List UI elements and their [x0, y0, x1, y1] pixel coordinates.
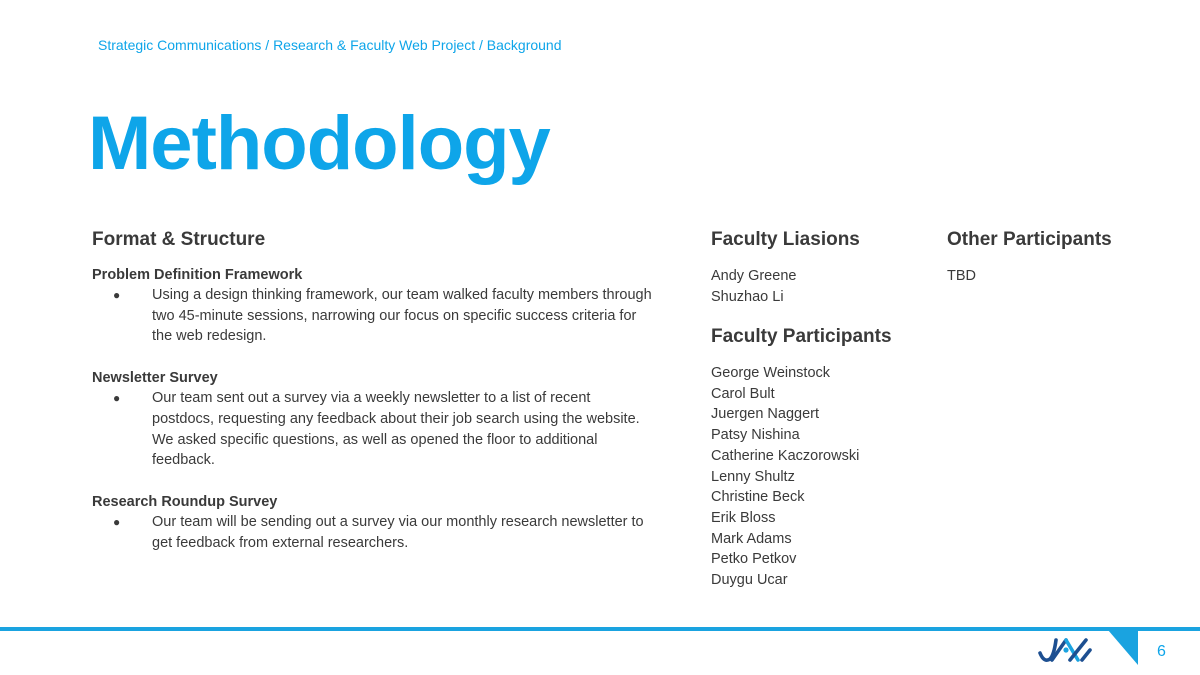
problem-definition-block — [92, 265, 652, 347]
bullet-item — [92, 285, 652, 347]
other-participants-heading: Other Participants — [947, 229, 1112, 250]
subheading: Newsletter Survey — [92, 370, 218, 387]
faculty-participants-section — [711, 327, 941, 591]
breadcrumb: Strategic Communications / Research & Faculty Web Project / Background — [98, 37, 562, 53]
other-participants-section — [947, 230, 1147, 287]
page-number: 6 — [1157, 643, 1166, 660]
participant-name: Erik Bloss — [711, 509, 776, 526]
participant-name: Christine Beck — [711, 489, 805, 506]
bullet-icon: ● — [113, 514, 121, 529]
participant-name: Patsy Nishina — [711, 427, 800, 444]
corner-triangle — [1108, 630, 1138, 665]
bullet-icon: ● — [113, 391, 121, 406]
participant-name: Juergen Naggert — [711, 406, 820, 423]
newsletter-survey-block — [92, 368, 652, 471]
participant-name: Mark Adams — [711, 530, 792, 547]
faculty-participants-heading: Faculty Participants — [711, 326, 892, 347]
research-roundup-block — [92, 492, 652, 553]
jax-logo-icon — [1038, 636, 1094, 664]
other-participant-name: TBD — [947, 268, 976, 284]
participant-name: Petko Petkov — [711, 551, 797, 568]
bullet-text: Our team will be sending out a survey via our monthly research newsletter to get feedback from external researchers. — [152, 513, 644, 551]
bullet-text: Our team sent out a survey via a weekly newsletter to a list of recent postdocs, requesting any feedback about their job search using the website. We asked specific questions, as well as opened the floor to additional feedback. — [152, 390, 640, 469]
participant-name: Catherine Kaczorowski — [711, 447, 860, 464]
format-structure-section — [92, 230, 652, 574]
bullet-item — [92, 512, 652, 553]
subheading: Research Roundup Survey — [92, 493, 278, 510]
liaison-name: Shuzhao Li — [711, 288, 784, 305]
format-structure-heading: Format & Structure — [92, 229, 266, 250]
bullet-icon: ● — [113, 288, 121, 302]
participant-name: Carol Bult — [711, 385, 775, 402]
footer-divider — [0, 627, 1200, 631]
subheading: Problem Definition Framework — [92, 267, 303, 283]
bullet-item — [92, 388, 652, 471]
page-title: Methodology — [88, 101, 550, 186]
participant-name: George Weinstock — [711, 365, 831, 381]
liaison-name: Andy Greene — [711, 268, 797, 284]
faculty-liaisons-heading: Faculty Liasions — [711, 229, 860, 250]
participant-name: Lenny Shultz — [711, 468, 795, 485]
participant-name: Duygu Ucar — [711, 572, 788, 589]
faculty-liaisons-section — [711, 230, 931, 307]
bullet-text: Using a design thinking framework, our team walked faculty members through two 45-minute sessions, narrowing our focus on specific success criteria for the web redesign. — [152, 287, 652, 345]
